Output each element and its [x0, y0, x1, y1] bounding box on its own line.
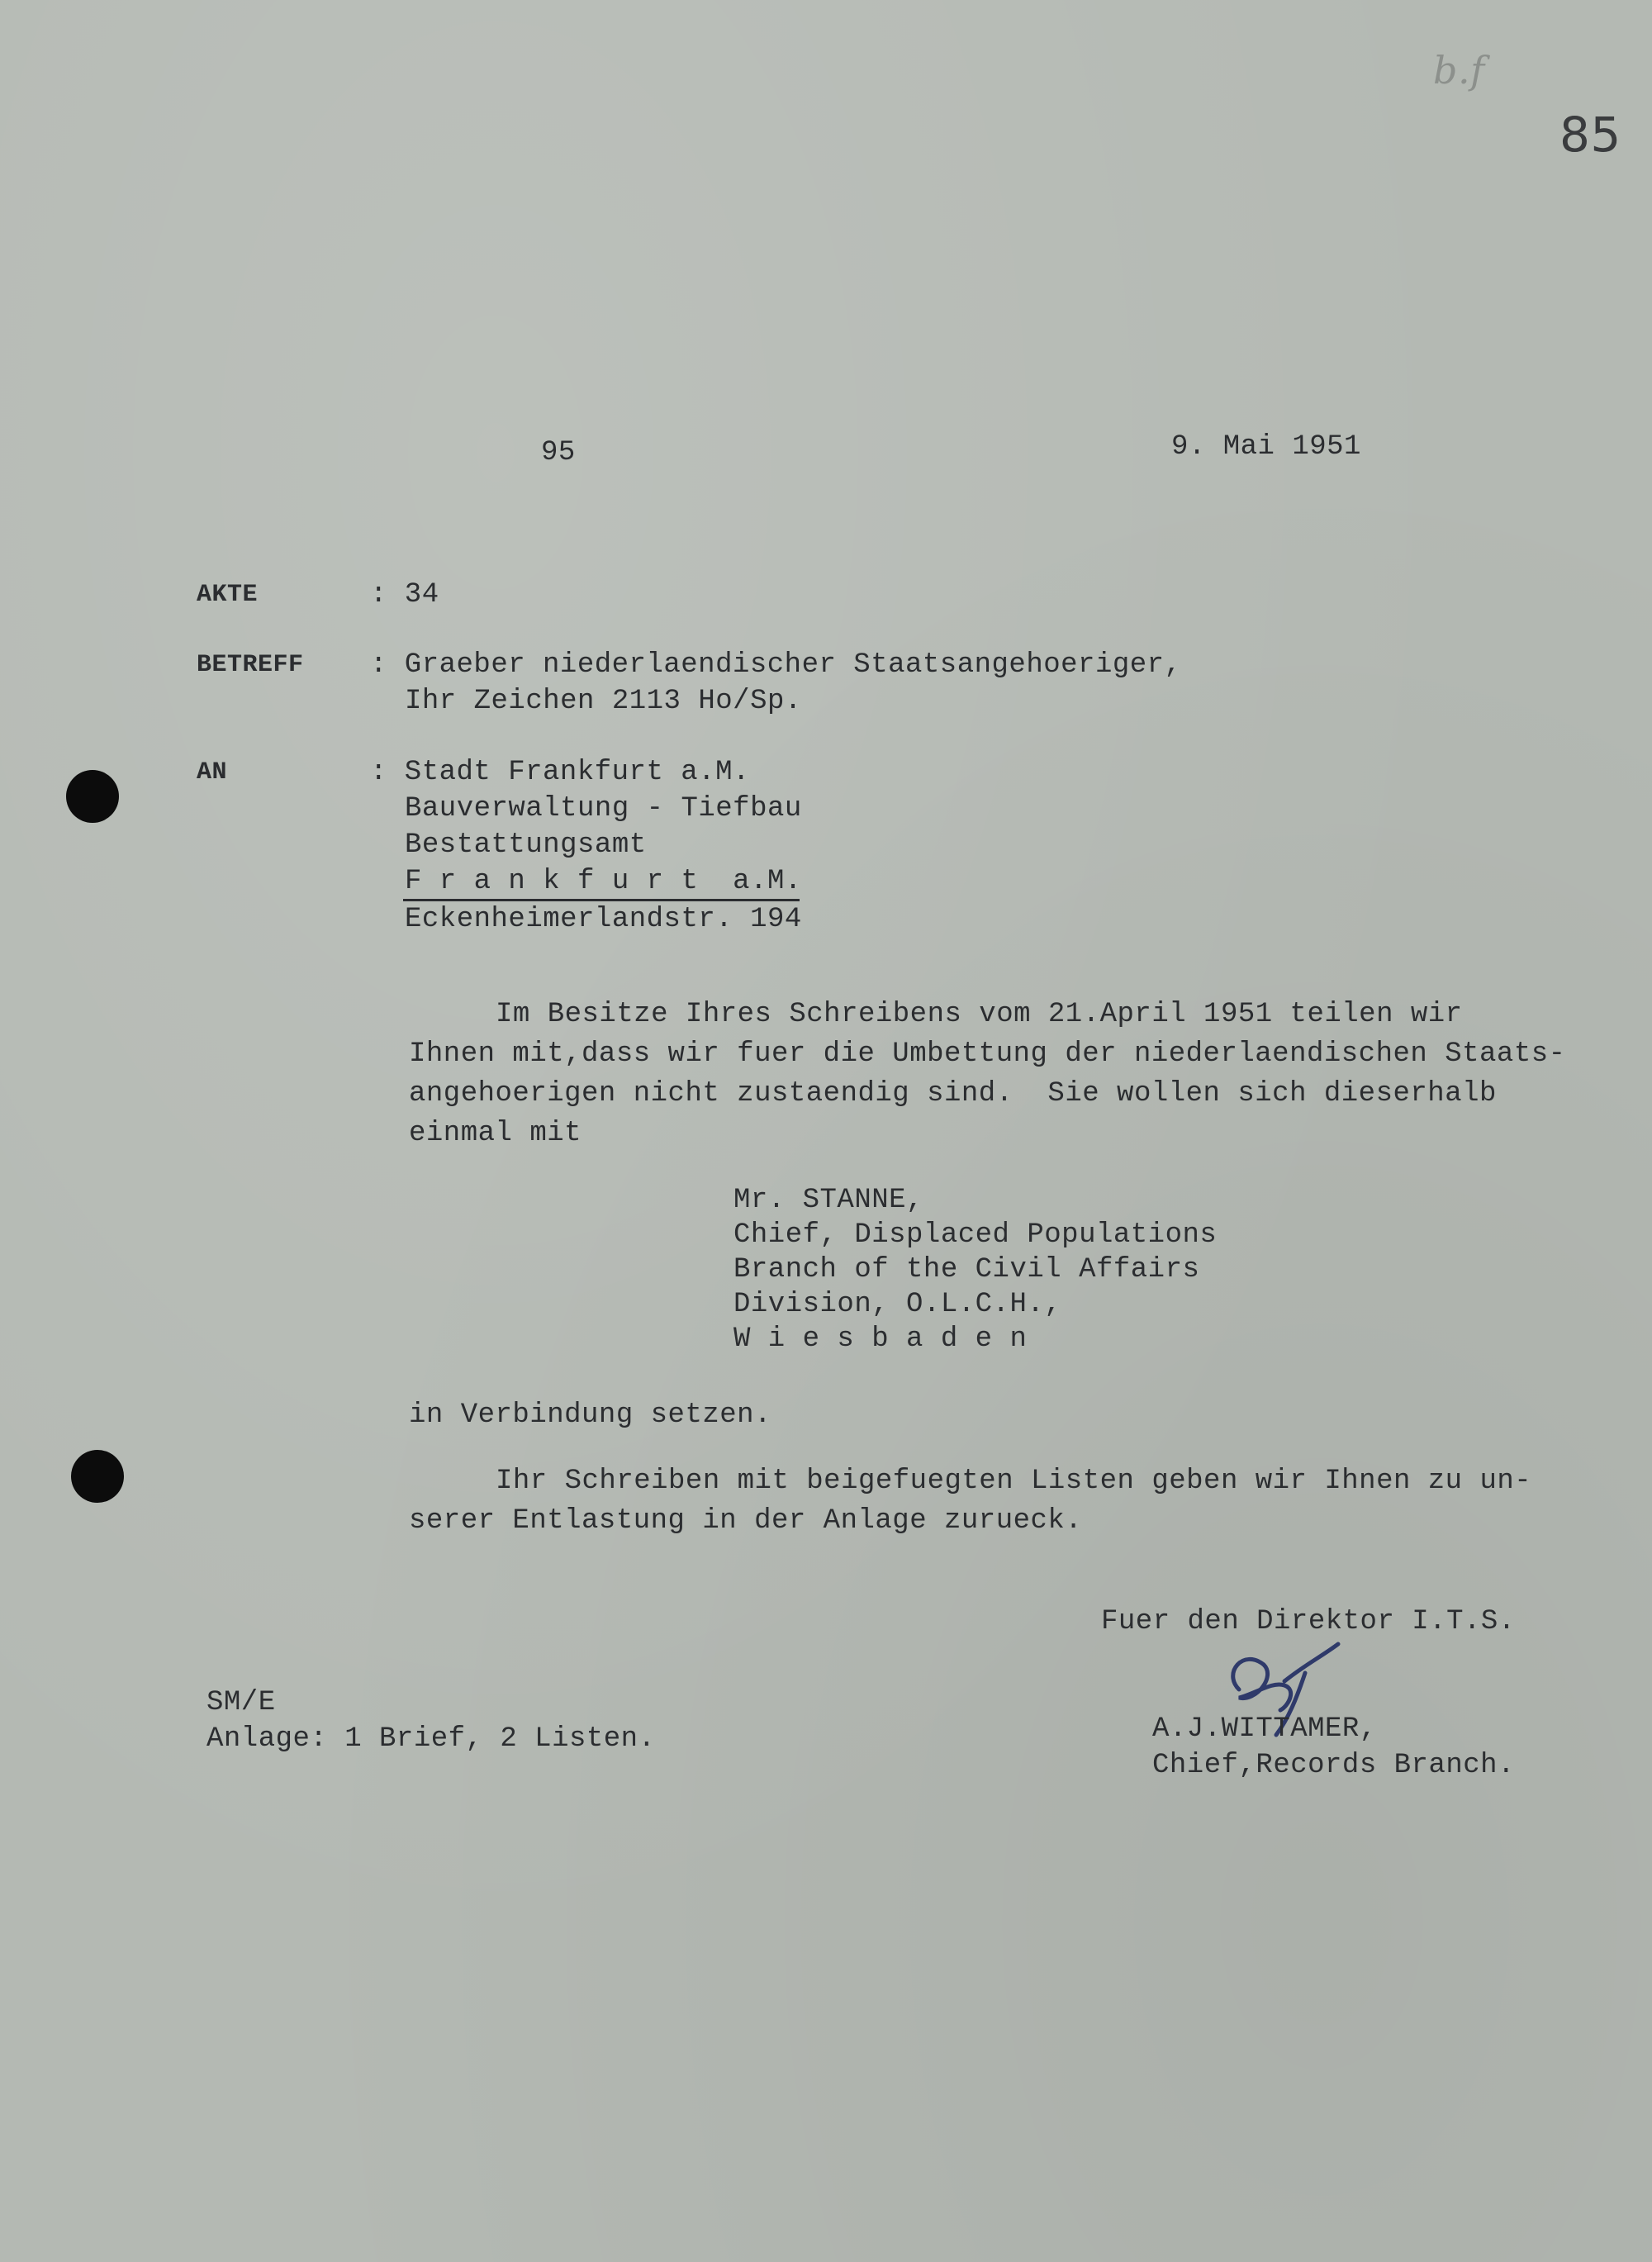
contact-line: Division, O.L.C.H.,	[733, 1289, 1062, 1320]
contact-line: Mr. STANNE,	[733, 1185, 923, 1216]
signatory-title: Chief,Records Branch.	[1152, 1750, 1515, 1781]
betreff-label: BETREFF	[197, 651, 304, 679]
initials: SM/E	[206, 1687, 276, 1718]
body-line: serer Entlastung in der Anlage zurueck.	[409, 1505, 1083, 1537]
punch-hole-bottom	[71, 1450, 124, 1503]
body-line: einmal mit	[409, 1118, 582, 1149]
recipient-line: Bestattungsamt	[405, 829, 647, 861]
punch-hole-top	[66, 770, 119, 823]
reference-number: 95	[541, 437, 576, 468]
betreff-line-1: : Graeber niederlaendischer Staatsangehoeriger,	[370, 649, 1182, 681]
recipient-street: Eckenheimerlandstr. 194	[405, 904, 802, 935]
body-line: angehoerigen nicht zustaendig sind. Sie wollen sich dieserhalb	[409, 1078, 1497, 1110]
contact-line: W i e s b a d e n	[733, 1323, 1028, 1355]
akte-label: AKTE	[197, 581, 259, 609]
page-number: 85	[1559, 107, 1621, 163]
recipient-line: Bauverwaltung - Tiefbau	[405, 793, 802, 824]
recipient-city: F r a n k f u r t a.M.	[405, 866, 802, 897]
recipient-line: : Stadt Frankfurt a.M.	[370, 757, 750, 788]
body-line: in Verbindung setzen.	[409, 1399, 771, 1431]
body-line: Im Besitze Ihres Schreibens vom 21.April 1951 teilen wir	[496, 999, 1463, 1030]
betreff-line-2: Ihr Zeichen 2113 Ho/Sp.	[405, 686, 802, 717]
contact-line: Chief, Displaced Populations	[733, 1219, 1218, 1251]
akte-value: : 34	[370, 579, 439, 611]
contact-line: Branch of the Civil Affairs	[733, 1254, 1200, 1285]
body-line: Ihnen mit,dass wir fuer die Umbettung der niederlaendischen Staats-	[409, 1038, 1566, 1070]
signatory-name: A.J.WITTAMER,	[1152, 1713, 1377, 1745]
body-line: Ihr Schreiben mit beigefuegten Listen geben wir Ihnen zu un-	[496, 1466, 1532, 1497]
letter-date: 9. Mai 1951	[1171, 431, 1361, 463]
pencil-note: b.f	[1433, 48, 1485, 93]
enclosures: Anlage: 1 Brief, 2 Listen.	[206, 1723, 656, 1755]
signature-for-line: Fuer den Direktor I.T.S.	[1101, 1606, 1516, 1637]
an-label: AN	[197, 758, 228, 786]
